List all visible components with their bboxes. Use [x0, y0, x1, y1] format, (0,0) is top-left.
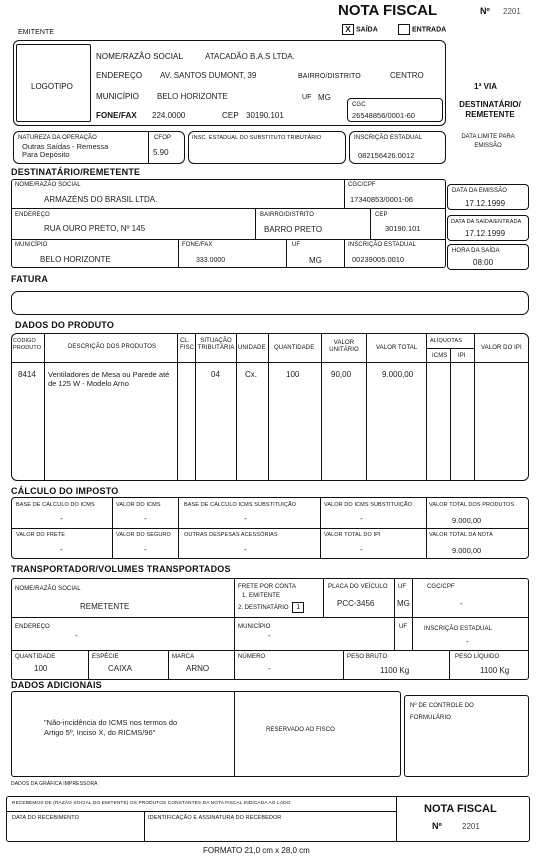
transp-cgc-label: CGC/CPF [427, 584, 455, 590]
saida-label: SAÍDA [356, 26, 378, 34]
imp-col-2 [178, 497, 179, 559]
transp-col-uf [394, 578, 395, 650]
especie-label: ESPÉCIE [92, 654, 119, 660]
dest-emissao-label: DATA DA EMISSÃO [452, 188, 507, 194]
via-destinatario: DESTINATÁRIO/ REMETENTE [459, 100, 521, 119]
dest-nome: ARMAZÉNS DO BRASIL LTDA. [44, 195, 158, 204]
emitente-cep: 30190.101 [246, 111, 284, 120]
peso-bruto: 1100 Kg [380, 666, 410, 675]
insc-est-label: INSCRIÇÃO ESTADUAL [354, 135, 423, 141]
emitente-endereco-label: ENDEREÇO [96, 71, 143, 80]
transp-col-frete [234, 578, 235, 617]
dest-bairro-label: BAIRRO/DISTRITO [260, 212, 315, 218]
controle-label: Nº DE CONTROLE DO FORMULÁRIO [410, 703, 474, 721]
peso-liq-label: PESO LÍQUIDO [455, 654, 500, 660]
total-prod: 9.000,00 [452, 516, 482, 525]
canhoto-col-assinatura [144, 811, 145, 842]
frete-conta-label: FRETE POR CONTA [238, 584, 297, 590]
emitente-fone-label: FONE/FAX [96, 111, 137, 120]
dest-row-line-2 [11, 239, 446, 240]
dest-cgc: 17340853/0001-06 [350, 195, 413, 204]
item-unidade: Cx. [245, 370, 257, 379]
ipi-label: VALOR TOTAL DO IPI [324, 532, 381, 538]
logo-placeholder: LOGOTIPO [31, 82, 73, 91]
item-total: 9.000,00 [382, 370, 414, 379]
transp-row-line-1 [11, 617, 529, 618]
fatura-box [11, 291, 529, 315]
cgc-label: CGC [352, 102, 366, 108]
emitente-endereco: AV. SANTOS DUMONT, 39 [160, 71, 257, 80]
saida-option[interactable] [342, 24, 378, 35]
dest-endereco: RUA OURO PRETO, Nº 145 [44, 224, 146, 233]
data-limite-label: DATA LIMITE PARA EMISSÃO [461, 134, 515, 149]
transp-insc: - [466, 637, 469, 646]
recebemos-text: RECEBEMOS DE (RAZÃO SOCIAL DO EMITENTE) OS PRODUTOS CONSTANTES DA NOTA FISCAL INDICADA AO LADO [12, 801, 291, 806]
th-total: VALOR TOTAL [376, 345, 418, 351]
frete-label: VALOR DO FRETE [16, 532, 65, 538]
produtos-section: DADOS DO PRODUTO [15, 320, 115, 330]
dest-fone-label: FONE/FAX [182, 242, 213, 248]
emitente-uf-label: UF [302, 94, 312, 101]
fatura-section: FATURA [11, 274, 49, 284]
item-unitario: 90,00 [331, 370, 352, 379]
canhoto-numero-label: Nº [432, 821, 442, 831]
dest-endereco-label: ENDEREÇO [15, 212, 50, 218]
dest-insc-label: INSCRIÇÃO ESTADUAL [348, 242, 417, 248]
transp-col-peso-liq [449, 650, 450, 680]
peso-liq: 1100 Kg [480, 666, 510, 675]
placa-label: PLACA DO VEÍCULO [328, 584, 388, 590]
peso-bruto-label: PESO BRUTO [347, 654, 388, 660]
insc-sub-label: INSC. ESTADUAL DO SUBSTITUTO TRIBUTÁRIO [192, 135, 322, 141]
numero-transp: - [268, 664, 271, 673]
valor-icms-label: VALOR DO ICMS [116, 502, 161, 508]
col-ipi [450, 348, 451, 481]
dest-saida-label: DATA DA SAÍDA/ENTRADA [451, 219, 522, 225]
col-qtd [268, 333, 269, 481]
frete-conta-box[interactable]: 1 [292, 602, 304, 613]
frete-destinatario-label: 2. DESTINATÁRIO [238, 605, 289, 612]
th-descricao: DESCRIÇÃO DOS PRODUTOS [68, 344, 157, 350]
especie: CAIXA [108, 664, 133, 673]
qtd: 100 [34, 664, 48, 673]
numero-transp-label: NÚMERO [238, 654, 266, 660]
imposto-section: CÁLCULO DO IMPOSTO [11, 486, 119, 496]
placa: PCC-3456 [337, 599, 375, 608]
dest-bairro: BARRO PRETO [264, 225, 323, 234]
base-sub-label: BASE DE CÁLCULO ICMS SUBSTITUIÇÃO [184, 502, 297, 508]
col-unit [321, 333, 322, 481]
entrada-option[interactable] [398, 24, 446, 35]
th-icms: ICMS [432, 353, 448, 359]
transp-col-peso-bruto [343, 650, 344, 680]
transp-uf: MG [397, 599, 410, 608]
via-number: 1ª VIA [474, 82, 497, 91]
transp-col-municipio [234, 617, 235, 650]
adicionais-section: DADOS ADICIONAIS [11, 680, 102, 690]
marca-label: MARCA [172, 654, 195, 660]
dest-row-line-1 [11, 208, 446, 209]
transp-municipio: - [268, 631, 271, 640]
data-recebimento-label: DATA DO RECEBIMENTO [12, 815, 79, 821]
th-codigo: CÓDIGO PRODUTO [13, 338, 42, 351]
transp-col-cgc [412, 578, 413, 650]
canhoto-numero: 2201 [462, 822, 480, 831]
emitente-label: EMITENTE [18, 29, 55, 36]
valor-sub: - [360, 514, 363, 523]
insc-est-value: 082156426.0012 [358, 151, 415, 160]
th-unitario: VALOR UNITÁRIO [329, 340, 359, 353]
th-situacao: SITUAÇÃO TRIBUTÁRIA [197, 338, 235, 351]
frete-emitente-opt[interactable]: 1. EMITENTE [242, 593, 281, 599]
dest-col-fone [178, 239, 179, 268]
transp-nome-label: NOME/RAZÃO SOCIAL [15, 586, 81, 592]
base-sub: - [244, 514, 247, 523]
natureza-label: NATUREZA DA OPERAÇÃO [18, 135, 97, 141]
reservado-fisco: RESERVADO AO FISCO [266, 727, 335, 733]
dest-municipio-label: MUNICÍPIO [15, 242, 48, 248]
canhoto-col-nota [396, 796, 397, 842]
transp-nome: REMETENTE [80, 602, 130, 611]
col-vipi [474, 333, 475, 481]
item-descricao: Ventiladores de Mesa ou Parede até de 125 W - Modelo Arno [48, 370, 170, 388]
transp-col-placa [323, 578, 324, 617]
dest-fone: 333.0000 [196, 257, 226, 264]
cfop-value: 5.90 [153, 148, 169, 157]
canhoto-row-line [6, 811, 396, 812]
entrada-label: ENTRADA [412, 26, 447, 34]
seguro: - [144, 545, 147, 554]
valor-sub-label: VALOR DO ICMS SUBSTITUIÇÃO [324, 502, 413, 508]
adicionais-divider [234, 691, 235, 777]
col-icms [426, 333, 427, 481]
grafica-label: DADOS DA GRÁFICA IMPRESSORA [11, 781, 98, 787]
produtos-header-line [11, 362, 529, 363]
despesas: - [244, 545, 247, 554]
dest-municipio: BELO HORIZONTE [40, 255, 111, 264]
dest-col-insc [344, 239, 345, 268]
cfop-label: CFOP [154, 135, 172, 141]
emitente-nome-label: NOME/RAZÃO SOCIAL [96, 52, 184, 61]
col-desc [44, 333, 45, 481]
dest-uf: MG [309, 256, 322, 265]
transp-col-especie [88, 650, 89, 680]
transportador-section: TRANSPORTADOR/VOLUMES TRANSPORTADOS [11, 564, 231, 574]
transp-uf-label: UF [398, 584, 407, 590]
base-icms-label: BASE DE CÁLCULO DO ICMS [16, 502, 95, 508]
natureza-value: Outras Saídas - Remessa Para Depósito [22, 142, 109, 159]
th-unidade: UNIDADE [238, 345, 266, 351]
emitente-municipio: BELO HORIZONTE [157, 92, 228, 101]
despesas-label: OUTRAS DESPESAS ACESSÓRIAS [184, 532, 278, 538]
saida-checkbox[interactable]: X [342, 24, 354, 35]
th-cl: CL. FISC [180, 338, 195, 351]
base-icms: - [60, 514, 63, 523]
imp-col-1 [112, 497, 113, 559]
imp-col-3 [320, 497, 321, 559]
th-quantidade: QUANTIDADE [274, 345, 315, 351]
dest-cep-label: CEP [375, 212, 388, 218]
produtos-box [11, 333, 529, 481]
th-valor-ipi: VALOR DO IPI [481, 345, 522, 351]
imposto-row-line [11, 528, 529, 529]
emitente-bairro: CENTRO [390, 71, 424, 80]
ipi: - [360, 545, 363, 554]
dest-cgc-label: CGC/CPF [348, 182, 376, 188]
dest-col-bairro [255, 208, 256, 239]
emitente-nome: ATACADÃO B.A.S LTDA. [205, 52, 295, 61]
th-aliquotas: ALÍQUOTAS [430, 338, 462, 344]
total-nota: 9.000,00 [452, 546, 482, 555]
total-prod-label: VALOR TOTAL DOS PRODUTOS [429, 502, 515, 508]
formato-footer: FORMATO 21,0 cm x 28,0 cm [203, 846, 310, 855]
item-situacao: 04 [211, 370, 220, 379]
numero-label: Nº [480, 6, 490, 16]
qtd-label: QUANTIDADE [15, 654, 56, 660]
emitente-uf: MG [318, 93, 331, 102]
item-codigo: 8414 [18, 370, 36, 379]
th-ipi: IPI [458, 353, 466, 359]
marca: ARNO [186, 664, 210, 673]
assinatura-label: IDENTIFICAÇÃO E ASSINATURA DO RECEBEDOR [148, 815, 282, 821]
dest-nome-label: NOME/RAZÃO SOCIAL [15, 182, 81, 188]
transp-municipio-label: MUNICÍPIO [238, 624, 271, 630]
emitente-municipio-label: MUNICÍPIO [96, 92, 140, 101]
dest-col-uf [286, 239, 287, 268]
col-cl [177, 333, 178, 481]
entrada-checkbox[interactable] [398, 24, 410, 35]
adicionais-texto: "Não-incidência do ICMS nos termos do Artigo 5º, Inciso X, do RICMS/96" [44, 718, 178, 737]
total-nota-label: VALOR TOTAL DA NOTA [429, 532, 493, 538]
transp-cgc: - [460, 599, 463, 608]
dest-insc: 00239005.0010 [352, 255, 405, 264]
destinatario-section: DESTINATÁRIO/REMETENTE [11, 167, 141, 177]
item-quantidade: 100 [286, 370, 300, 379]
col-sit [195, 333, 196, 481]
col-total [366, 333, 367, 481]
dest-uf-label: UF [292, 242, 301, 248]
frete-destinatario-opt[interactable] [238, 602, 306, 613]
dest-col-cgc [344, 179, 345, 208]
imp-col-4 [426, 497, 427, 559]
dest-saida-data: 17.12.1999 [465, 229, 506, 238]
transp-uf2-label: UF [399, 624, 408, 630]
transp-col-marca [168, 650, 169, 680]
cgc-value: 26548856/0001-60 [352, 111, 415, 120]
emitente-fone: 224.0000 [152, 111, 186, 120]
emitente-cep-label: CEP [222, 111, 239, 120]
dest-cep: 30190.101 [385, 224, 421, 233]
natureza-divider [148, 131, 149, 164]
col-un [236, 333, 237, 481]
valor-icms: - [144, 514, 147, 523]
transp-insc-label: INSCRIÇÃO ESTADUAL [424, 626, 493, 632]
emitente-bairro-label: BAIRRO/DISTRITO [298, 73, 361, 80]
numero-value: 2201 [503, 7, 521, 16]
dest-col-cep [370, 208, 371, 239]
frete: - [60, 545, 63, 554]
transp-endereco: - [75, 631, 78, 640]
seguro-label: VALOR DO SEGURO [116, 532, 171, 538]
transp-col-numero [234, 650, 235, 680]
dest-hora-label: HORA DA SAÍDA [452, 248, 500, 254]
dest-emissao: 17.12.1999 [465, 199, 506, 208]
nota-fiscal-title: NOTA FISCAL [338, 2, 438, 19]
transp-endereco-label: ENDEREÇO [15, 624, 50, 630]
dest-hora: 08:00 [473, 258, 494, 267]
canhoto-titulo: NOTA FISCAL [424, 803, 497, 815]
